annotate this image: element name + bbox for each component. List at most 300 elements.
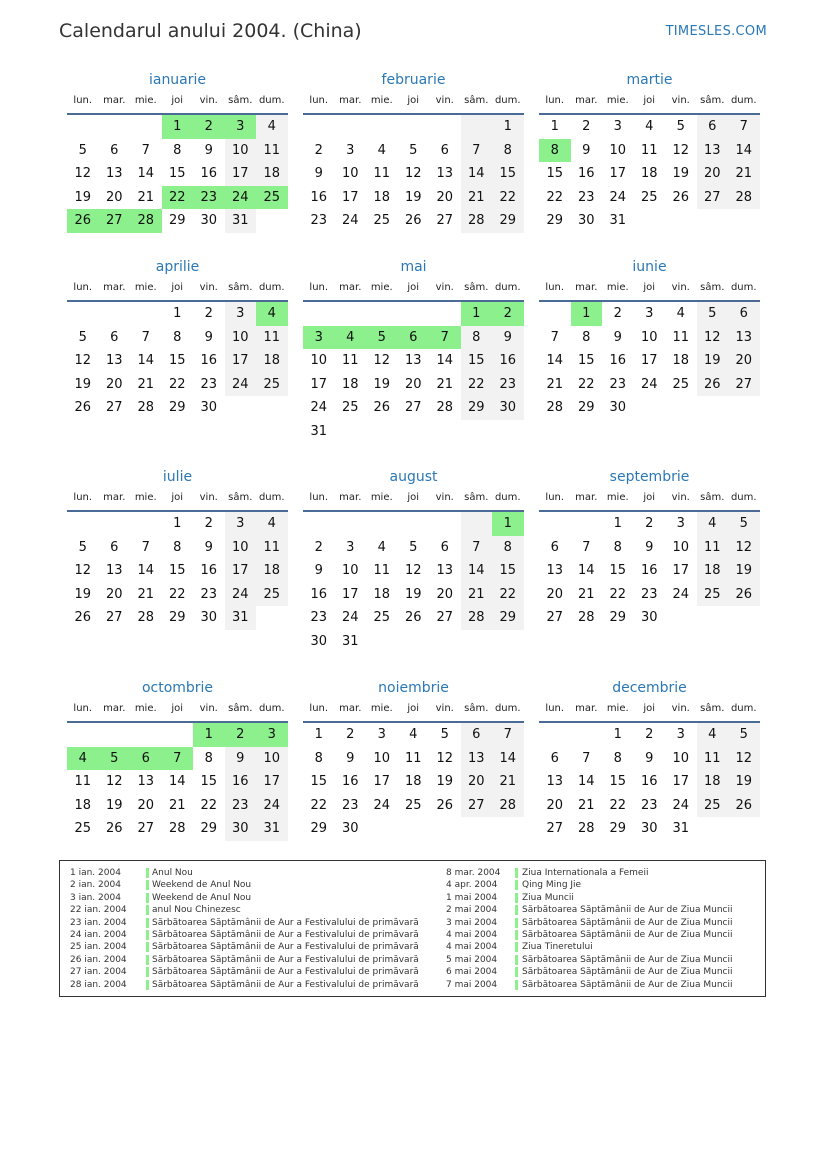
day-cell: 14 bbox=[728, 139, 760, 163]
day-cell: 16 bbox=[640, 774, 658, 789]
day-cell: 20 bbox=[461, 770, 493, 794]
day-cell: 4 bbox=[335, 326, 367, 350]
day-cell: 28 bbox=[461, 209, 493, 233]
day-cell: 10 bbox=[225, 326, 257, 350]
holiday-color-marker bbox=[146, 893, 149, 903]
day-cell: 4 bbox=[67, 747, 99, 771]
empty-cell bbox=[571, 512, 603, 536]
legend-date: 3 mai 2004 bbox=[446, 917, 498, 928]
day-cell: 11 bbox=[256, 536, 288, 560]
weekday-label: mie. bbox=[606, 282, 629, 293]
day-cell: 13 bbox=[697, 139, 729, 163]
weekday-header bbox=[539, 492, 760, 512]
day-cell: 19 bbox=[404, 189, 422, 205]
day-cell: 8 bbox=[539, 139, 571, 163]
weekday-label: sâm. bbox=[700, 492, 725, 503]
day-cell: 16 bbox=[225, 770, 257, 794]
day-cell: 13 bbox=[105, 353, 123, 368]
day-cell: 29 bbox=[168, 610, 186, 625]
legend-date: 24 ian. 2004 bbox=[70, 929, 127, 940]
day-cell: 27 bbox=[728, 373, 760, 397]
legend-holiday-name: Anul Nou bbox=[152, 868, 193, 878]
day-cell: 30 bbox=[200, 610, 218, 625]
day-cell: 12 bbox=[105, 774, 123, 789]
day-cell: 11 bbox=[256, 139, 288, 163]
weekday-label: vin. bbox=[435, 95, 454, 106]
day-cell: 15 bbox=[609, 774, 627, 789]
empty-cell bbox=[461, 630, 493, 654]
day-cell: 10 bbox=[609, 142, 627, 158]
day-cell: 28 bbox=[137, 400, 155, 415]
day-cell: 21 bbox=[577, 586, 595, 602]
day-cell: 11 bbox=[640, 142, 658, 158]
day-cell: 7 bbox=[141, 539, 150, 555]
day-cell: 23 bbox=[225, 794, 257, 818]
day-cell: 9 bbox=[204, 329, 213, 345]
day-cell: 24 bbox=[256, 794, 288, 818]
day-cell: 27 bbox=[99, 209, 131, 233]
weekday-label: vin. bbox=[671, 703, 690, 714]
weekday-header bbox=[303, 95, 524, 115]
day-cell: 18 bbox=[256, 559, 288, 583]
day-grid bbox=[67, 302, 288, 420]
empty-cell bbox=[335, 302, 367, 326]
day-cell: 19 bbox=[672, 166, 690, 181]
day-cell: 5 bbox=[78, 142, 87, 158]
legend-date: 27 ian. 2004 bbox=[70, 967, 127, 978]
day-cell: 2 bbox=[204, 306, 213, 321]
month-name: mai bbox=[400, 259, 427, 275]
day-cell: 8 bbox=[204, 750, 213, 766]
empty-cell bbox=[461, 115, 493, 139]
day-cell: 20 bbox=[546, 586, 564, 602]
day-cell: 23 bbox=[640, 586, 658, 602]
weekday-label: mie. bbox=[134, 95, 157, 106]
day-cell: 23 bbox=[200, 586, 218, 602]
day-cell: 25 bbox=[256, 186, 288, 210]
empty-cell bbox=[225, 396, 257, 420]
weekday-label: dum. bbox=[494, 703, 521, 714]
day-cell: 16 bbox=[200, 166, 218, 181]
day-cell: 20 bbox=[728, 349, 760, 373]
day-cell: 13 bbox=[105, 563, 123, 578]
day-cell: 13 bbox=[404, 353, 422, 368]
weekday-label: mar. bbox=[339, 95, 362, 106]
day-cell: 7 bbox=[582, 539, 591, 555]
day-cell: 21 bbox=[546, 376, 564, 392]
month-name: aprilie bbox=[155, 259, 200, 275]
day-cell: 1 bbox=[613, 727, 622, 742]
empty-cell bbox=[398, 512, 430, 536]
weekday-label: mie. bbox=[370, 703, 393, 714]
day-cell: 14 bbox=[137, 563, 155, 578]
empty-cell bbox=[130, 512, 162, 536]
day-cell: 17 bbox=[640, 353, 658, 368]
day-cell: 3 bbox=[303, 326, 335, 350]
holiday-color-marker bbox=[146, 918, 149, 928]
legend-date: 6 mai 2004 bbox=[446, 967, 498, 978]
day-cell: 28 bbox=[130, 209, 162, 233]
day-cell: 9 bbox=[582, 142, 591, 158]
day-cell: 12 bbox=[728, 536, 760, 560]
empty-cell bbox=[697, 209, 729, 233]
empty-cell bbox=[429, 817, 461, 841]
weekday-label: vin. bbox=[435, 282, 454, 293]
month-noiembrie bbox=[303, 680, 524, 841]
legend-date: 28 ian. 2004 bbox=[70, 979, 127, 990]
day-cell: 8 bbox=[173, 329, 182, 345]
day-cell: 8 bbox=[461, 326, 493, 350]
month-name: august bbox=[389, 469, 438, 485]
empty-cell bbox=[303, 512, 335, 536]
day-cell: 25 bbox=[74, 821, 92, 836]
empty-cell bbox=[99, 302, 131, 326]
day-cell: 22 bbox=[168, 376, 186, 392]
day-cell: 23 bbox=[193, 186, 225, 210]
month-name: iulie bbox=[162, 469, 193, 485]
day-cell: 18 bbox=[74, 797, 92, 813]
day-cell: 13 bbox=[436, 166, 454, 181]
month-iulie bbox=[67, 469, 288, 630]
day-cell: 21 bbox=[461, 583, 493, 607]
legend-date: 2 mai 2004 bbox=[446, 905, 498, 916]
day-cell: 1 bbox=[173, 516, 182, 531]
legend-date: 4 mai 2004 bbox=[446, 929, 498, 940]
day-cell: 18 bbox=[640, 166, 658, 181]
day-cell: 16 bbox=[492, 349, 524, 373]
weekday-label: mar. bbox=[339, 703, 362, 714]
weekday-label: joi bbox=[643, 282, 656, 293]
empty-cell bbox=[130, 302, 162, 326]
day-cell: 24 bbox=[341, 213, 359, 228]
day-cell: 27 bbox=[404, 400, 422, 415]
weekday-label: sâm. bbox=[228, 703, 253, 714]
day-cell: 27 bbox=[105, 610, 123, 625]
day-cell: 21 bbox=[728, 162, 760, 186]
day-cell: 16 bbox=[341, 774, 359, 789]
day-cell: 19 bbox=[105, 797, 123, 813]
day-cell: 28 bbox=[492, 794, 524, 818]
day-cell: 16 bbox=[310, 586, 328, 602]
empty-cell bbox=[461, 817, 493, 841]
legend-holiday-name: Ziua Muncii bbox=[522, 892, 574, 903]
day-cell: 8 bbox=[314, 750, 323, 766]
empty-cell bbox=[398, 630, 430, 654]
legend-date: 26 ian. 2004 bbox=[70, 954, 127, 965]
day-cell: 16 bbox=[577, 166, 595, 181]
day-cell: 25 bbox=[404, 797, 422, 813]
day-cell: 18 bbox=[256, 349, 288, 373]
day-cell: 5 bbox=[409, 539, 418, 555]
weekday-label: dum. bbox=[730, 95, 757, 106]
day-cell: 23 bbox=[200, 376, 218, 392]
day-cell: 14 bbox=[168, 774, 186, 789]
weekday-label: vin. bbox=[199, 95, 218, 106]
day-cell: 5 bbox=[409, 142, 418, 158]
day-cell: 1 bbox=[314, 727, 323, 742]
empty-cell bbox=[665, 209, 697, 233]
weekday-label: mar. bbox=[575, 492, 598, 503]
legend-date: 4 mai 2004 bbox=[446, 942, 498, 953]
holiday-color-marker bbox=[515, 918, 518, 928]
day-cell: 7 bbox=[141, 329, 150, 345]
weekday-label: joi bbox=[407, 95, 420, 106]
day-cell: 6 bbox=[461, 723, 493, 747]
empty-cell bbox=[398, 420, 430, 444]
day-cell: 14 bbox=[546, 353, 564, 368]
holiday-color-marker bbox=[146, 980, 149, 990]
weekday-label: lun. bbox=[73, 282, 93, 293]
empty-cell bbox=[697, 396, 729, 420]
day-cell: 5 bbox=[78, 539, 87, 555]
day-cell: 18 bbox=[341, 376, 359, 392]
day-cell: 10 bbox=[256, 747, 288, 771]
day-cell: 30 bbox=[200, 213, 218, 228]
empty-cell bbox=[366, 512, 398, 536]
day-cell: 10 bbox=[225, 536, 257, 560]
day-cell: 22 bbox=[162, 186, 194, 210]
weekday-label: mie. bbox=[370, 492, 393, 503]
month-octombrie bbox=[67, 680, 288, 841]
day-cell: 1 bbox=[550, 119, 559, 134]
holiday-color-marker bbox=[515, 893, 518, 903]
day-grid bbox=[303, 512, 524, 653]
day-cell: 4 bbox=[645, 119, 654, 134]
day-cell: 15 bbox=[546, 166, 564, 181]
day-cell: 31 bbox=[256, 817, 288, 841]
day-cell: 20 bbox=[436, 586, 454, 602]
day-cell: 18 bbox=[697, 559, 729, 583]
empty-cell bbox=[461, 512, 493, 536]
weekday-label: vin. bbox=[199, 703, 218, 714]
day-cell: 15 bbox=[168, 166, 186, 181]
weekday-label: joi bbox=[171, 703, 184, 714]
weekday-header bbox=[303, 492, 524, 512]
day-cell: 23 bbox=[640, 797, 658, 813]
weekday-header bbox=[539, 95, 760, 115]
day-cell: 24 bbox=[609, 189, 627, 205]
day-cell: 17 bbox=[310, 376, 328, 392]
empty-cell bbox=[256, 396, 288, 420]
day-cell: 4 bbox=[377, 539, 386, 555]
day-cell: 30 bbox=[341, 821, 359, 836]
empty-cell bbox=[256, 209, 288, 233]
empty-cell bbox=[67, 115, 99, 139]
weekday-label: lun. bbox=[309, 282, 329, 293]
day-cell: 3 bbox=[346, 142, 355, 158]
day-cell: 7 bbox=[429, 326, 461, 350]
day-cell: 4 bbox=[409, 727, 418, 742]
day-cell: 10 bbox=[341, 563, 359, 578]
day-cell: 17 bbox=[256, 770, 288, 794]
month-ianuarie bbox=[67, 72, 288, 233]
legend-holiday-name: Ziua Tineretului bbox=[522, 942, 593, 953]
weekday-label: lun. bbox=[309, 95, 329, 106]
holiday-color-marker bbox=[146, 955, 149, 965]
empty-cell bbox=[429, 512, 461, 536]
day-cell: 4 bbox=[697, 512, 729, 536]
weekday-label: mar. bbox=[103, 492, 126, 503]
weekday-label: sâm. bbox=[464, 95, 489, 106]
page-title: Calendarul anului 2004. (China) bbox=[59, 20, 362, 42]
day-cell: 11 bbox=[74, 774, 92, 789]
day-cell: 3 bbox=[346, 539, 355, 555]
weekday-label: dum. bbox=[494, 282, 521, 293]
day-cell: 28 bbox=[137, 610, 155, 625]
day-cell: 12 bbox=[404, 166, 422, 181]
day-cell: 25 bbox=[373, 610, 391, 625]
empty-cell bbox=[67, 723, 99, 747]
empty-cell bbox=[99, 115, 131, 139]
empty-cell bbox=[398, 302, 430, 326]
weekday-label: lun. bbox=[309, 703, 329, 714]
day-cell: 18 bbox=[256, 162, 288, 186]
day-cell: 26 bbox=[728, 794, 760, 818]
month-name: februarie bbox=[381, 72, 446, 88]
day-cell: 8 bbox=[582, 329, 591, 345]
day-cell: 24 bbox=[225, 186, 257, 210]
day-cell: 28 bbox=[728, 186, 760, 210]
day-cell: 15 bbox=[168, 353, 186, 368]
day-cell: 15 bbox=[492, 559, 524, 583]
day-cell: 28 bbox=[577, 821, 595, 836]
empty-cell bbox=[335, 115, 367, 139]
weekday-label: dum. bbox=[730, 703, 757, 714]
weekday-label: mar. bbox=[103, 282, 126, 293]
day-cell: 21 bbox=[492, 770, 524, 794]
day-cell: 9 bbox=[225, 747, 257, 771]
day-cell: 20 bbox=[105, 376, 123, 392]
day-cell: 20 bbox=[105, 586, 123, 602]
legend-holiday-name: Ziua Internationala a Femeii bbox=[522, 868, 649, 878]
day-cell: 5 bbox=[78, 329, 87, 345]
day-cell: 4 bbox=[377, 142, 386, 158]
empty-cell bbox=[99, 512, 131, 536]
day-cell: 7 bbox=[492, 723, 524, 747]
day-cell: 15 bbox=[200, 774, 218, 789]
day-cell: 9 bbox=[492, 326, 524, 350]
day-cell: 13 bbox=[461, 747, 493, 771]
day-cell: 30 bbox=[577, 213, 595, 228]
day-cell: 6 bbox=[110, 142, 119, 158]
weekday-label: dum. bbox=[730, 282, 757, 293]
weekday-label: mar. bbox=[575, 95, 598, 106]
day-cell: 30 bbox=[225, 817, 257, 841]
day-cell: 28 bbox=[577, 610, 595, 625]
day-cell: 19 bbox=[728, 770, 760, 794]
weekday-label: joi bbox=[407, 492, 420, 503]
legend-date: 5 mai 2004 bbox=[446, 954, 498, 965]
legend-date: 25 ian. 2004 bbox=[70, 942, 127, 953]
day-cell: 8 bbox=[613, 539, 622, 555]
empty-cell bbox=[429, 630, 461, 654]
day-cell: 14 bbox=[137, 166, 155, 181]
day-cell: 23 bbox=[577, 189, 595, 205]
day-cell: 11 bbox=[697, 536, 729, 560]
day-cell: 5 bbox=[728, 723, 760, 747]
day-cell: 28 bbox=[461, 606, 493, 630]
day-cell: 27 bbox=[436, 610, 454, 625]
day-cell: 26 bbox=[728, 583, 760, 607]
day-cell: 27 bbox=[546, 610, 564, 625]
day-cell: 1 bbox=[571, 302, 603, 326]
brand-link[interactable]: TIMESLES.COM bbox=[665, 24, 767, 39]
weekday-label: mar. bbox=[339, 282, 362, 293]
day-cell: 7 bbox=[461, 536, 493, 560]
day-cell: 1 bbox=[162, 115, 194, 139]
day-cell: 26 bbox=[74, 400, 92, 415]
day-cell: 22 bbox=[546, 189, 564, 205]
weekday-header bbox=[539, 282, 760, 302]
day-cell: 24 bbox=[640, 376, 658, 392]
month-name: decembrie bbox=[612, 680, 687, 696]
weekday-label: mar. bbox=[339, 492, 362, 503]
month-septembrie bbox=[539, 469, 760, 630]
day-cell: 25 bbox=[697, 583, 729, 607]
weekday-label: lun. bbox=[545, 282, 565, 293]
day-cell: 16 bbox=[200, 353, 218, 368]
day-cell: 15 bbox=[168, 563, 186, 578]
day-cell: 9 bbox=[314, 166, 323, 181]
weekday-label: sâm. bbox=[228, 95, 253, 106]
day-cell: 9 bbox=[645, 539, 654, 555]
day-cell: 12 bbox=[74, 166, 92, 181]
day-cell: 10 bbox=[225, 139, 257, 163]
empty-cell bbox=[492, 630, 524, 654]
day-cell: 6 bbox=[728, 302, 760, 326]
day-cell: 15 bbox=[492, 162, 524, 186]
day-cell: 20 bbox=[105, 189, 123, 205]
month-name: martie bbox=[626, 72, 673, 88]
day-cell: 5 bbox=[697, 302, 729, 326]
day-cell: 17 bbox=[672, 563, 690, 578]
day-cell: 13 bbox=[546, 563, 564, 578]
day-cell: 14 bbox=[577, 774, 595, 789]
legend-date: 1 mai 2004 bbox=[446, 892, 498, 903]
day-cell: 14 bbox=[137, 353, 155, 368]
day-cell: 27 bbox=[461, 794, 493, 818]
empty-cell bbox=[539, 723, 571, 747]
empty-cell bbox=[366, 630, 398, 654]
weekday-label: dum. bbox=[258, 492, 285, 503]
weekday-label: joi bbox=[171, 492, 184, 503]
day-cell: 14 bbox=[436, 353, 454, 368]
day-cell: 29 bbox=[609, 610, 627, 625]
weekday-label: vin. bbox=[671, 492, 690, 503]
day-cell: 12 bbox=[74, 563, 92, 578]
legend-holiday-name: anul Nou Chinezesc bbox=[152, 905, 241, 916]
day-cell: 9 bbox=[613, 329, 622, 345]
legend-date: 1 ian. 2004 bbox=[70, 868, 121, 878]
weekday-label: lun. bbox=[73, 95, 93, 106]
weekday-header bbox=[303, 282, 524, 302]
weekday-label: mar. bbox=[575, 282, 598, 293]
day-cell: 11 bbox=[341, 353, 359, 368]
day-cell: 7 bbox=[550, 329, 559, 345]
day-cell: 27 bbox=[697, 186, 729, 210]
day-cell: 26 bbox=[67, 209, 99, 233]
day-cell: 7 bbox=[461, 139, 493, 163]
day-cell: 3 bbox=[256, 723, 288, 747]
legend-date: 8 mar. 2004 bbox=[446, 868, 501, 878]
day-cell: 26 bbox=[404, 610, 422, 625]
legend-holiday-name: Sărbătoarea Săptămânii de Aur de Ziua Muncii bbox=[522, 954, 733, 965]
weekday-label: lun. bbox=[545, 492, 565, 503]
day-cell: 10 bbox=[672, 539, 690, 555]
day-cell: 11 bbox=[256, 326, 288, 350]
day-cell: 3 bbox=[225, 512, 257, 536]
holiday-color-marker bbox=[515, 967, 518, 977]
